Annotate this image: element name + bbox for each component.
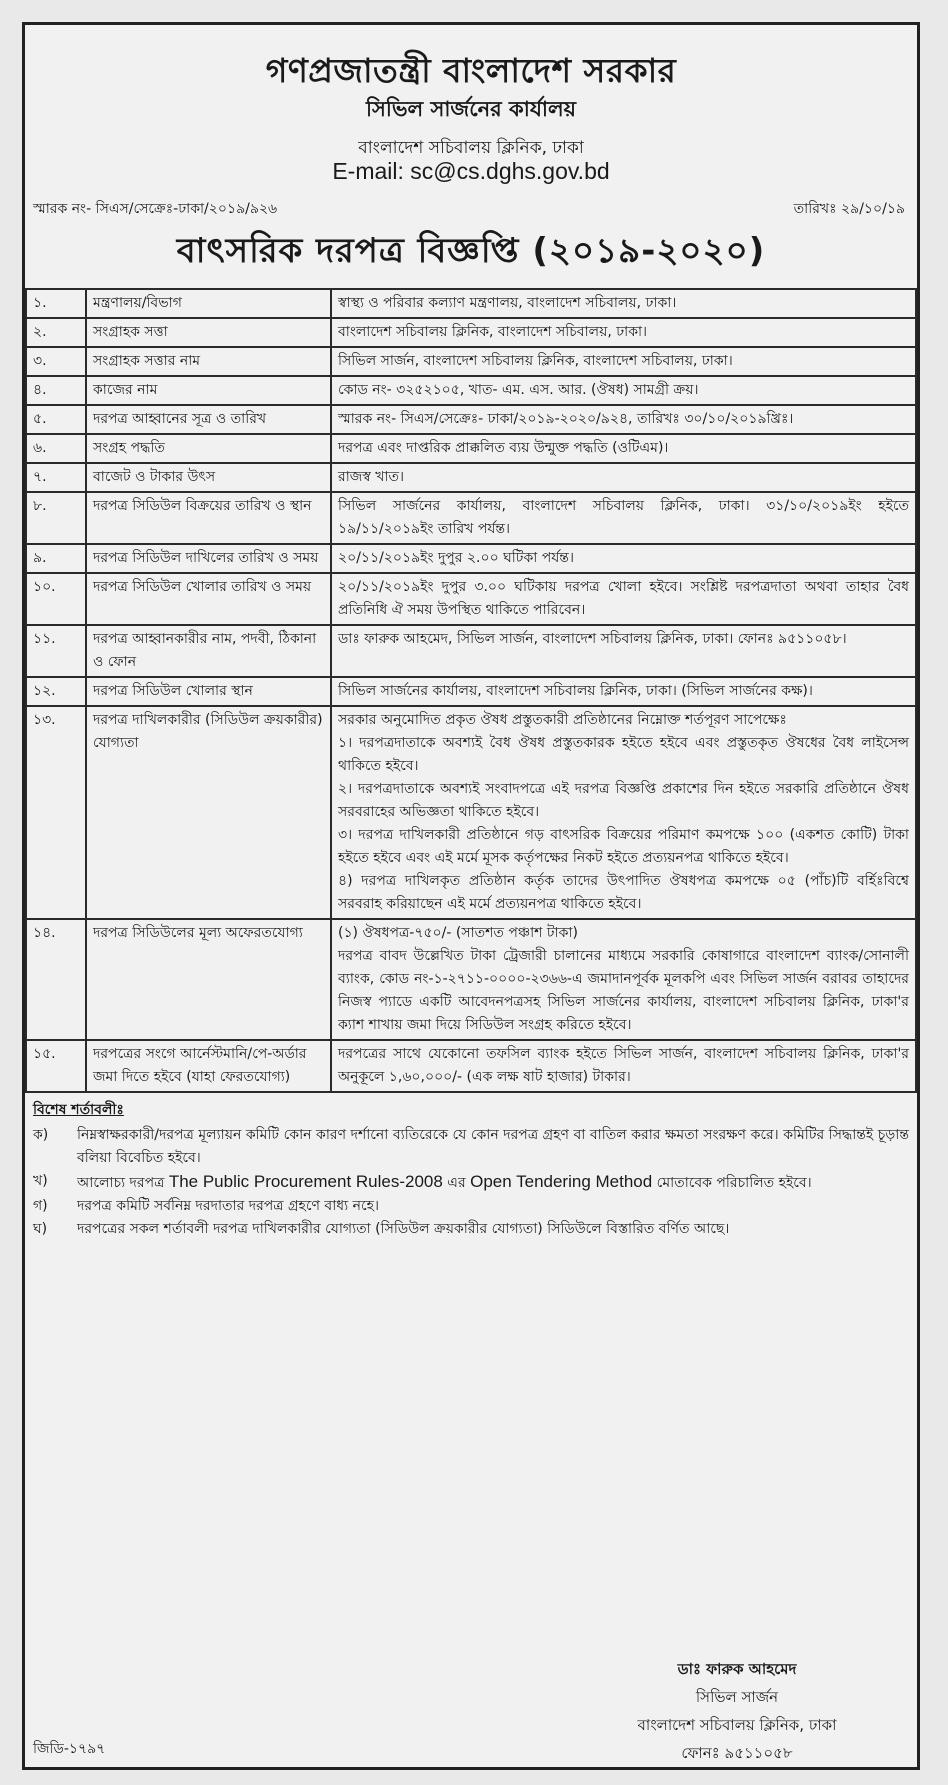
tendering-method-name: Open Tendering Method: [470, 1172, 653, 1191]
tender-table: [25, 288, 917, 1093]
row-label: কাজের নাম: [86, 376, 331, 405]
row-label: সংগ্রাহক সত্তার নাম: [86, 347, 331, 376]
table-row: [26, 434, 916, 463]
row-value: বাংলাদেশ সচিবালয় ক্লিনিক, বাংলাদেশ সচিবালয়, ঢাকা।: [331, 318, 916, 347]
schedule-price: (১) ঔষধপত্র-৭৫০/- (সাতশত পঞ্চাশ টাকা): [338, 925, 578, 941]
row-label: দরপত্রের সংগে আর্নেস্টমানি/পে-অর্ডার জমা দিতে হইবে (যাহা ফেরতযোগ্য): [86, 1040, 331, 1092]
clause-item: [33, 1124, 909, 1170]
signatory-name: ডাঃ ফারুক আহমেদ: [677, 1660, 797, 1678]
procurement-rules-name: The Public Procurement Rules-2008: [168, 1172, 443, 1191]
document-title: বাৎসরিক দরপত্র বিজ্ঞপ্তি (২০১৯-২০২০): [176, 231, 766, 271]
row-label: দরপত্র আহ্বানকারীর নাম, পদবী, ঠিকানা ও ফোন: [86, 625, 331, 677]
clause-text-pre: আলোচ্য দরপত্র: [77, 1175, 165, 1191]
notice-header: [25, 25, 917, 223]
table-row: [26, 544, 916, 573]
row-value: স্মারক নং- সিএস/সেক্রেঃ- ঢাকা/২০১৯-২০২০/৯২৪, তারিখঃ ৩০/১০/২০১৯খ্রিঃ।: [331, 405, 916, 434]
row-number: ১১.: [26, 625, 86, 677]
notice-sheet: [22, 22, 920, 1770]
row-value: ২০/১১/২০১৯ইং দুপুর ৩.০০ ঘটিকায় দরপত্র খোলা হইবে। সংশ্লিষ্ট দরপত্রদাতা অথবা তাহার বৈধ প্রতিনিধি ঐ সময় উপস্থিত থাকিতে পারিবেন।: [331, 573, 916, 625]
table-row: [26, 573, 916, 625]
row-label: দরপত্র আহ্বানের সূত্র ও তারিখ: [86, 405, 331, 434]
row-value: ২০/১১/২০১৯ইং দুপুর ২.০০ ঘটিকা পর্যন্ত।: [331, 544, 916, 573]
clause-text: নিম্নস্বাক্ষরকারী/দরপত্র মূল্যায়ন কমিটি কোন কারণ দর্শানো ব্যতিরেকে যে কোন দরপত্র গ্রহণ বা বাতিল করার ক্ষমতা সংরক্ষণ করে। কমিটির সিদ্ধান্তই চূড়ান্ত বলিয়া বিবেচিত হইবে।: [77, 1127, 909, 1166]
table-row: [26, 347, 916, 376]
special-conditions-title: বিশেষ শর্তাবলীঃ: [33, 1102, 124, 1118]
clause-mark: গ): [33, 1198, 48, 1214]
clause-text-mid: এর: [447, 1175, 466, 1191]
table-row: [26, 1040, 916, 1092]
row-label: দরপত্র দাখিলকারীর (সিডিউল ক্রয়কারীর) যোগ্যতা: [86, 706, 331, 919]
table-row: [26, 919, 916, 1040]
table-row: [26, 492, 916, 544]
row-number: ১৪.: [26, 919, 86, 1040]
row-label: দরপত্র সিডিউলের মূল্য অফেরতযোগ্য: [86, 919, 331, 1040]
row-value: স্বাস্থ্য ও পরিবার কল্যাণ মন্ত্রণালয়, বাংলাদেশ সচিবালয়, ঢাকা।: [331, 289, 916, 318]
row-number: ৫.: [26, 405, 86, 434]
clinic-address: বাংলাদেশ সচিবালয় ক্লিনিক, ঢাকা: [358, 138, 584, 158]
row-value: দরপত্রের সাথে যেকোনো তফসিল ব্যাংক হইতে সিভিল সার্জন, বাংলাদেশ সচিবালয় ক্লিনিক, ঢাকা'র অনুকূলে ১,৬০,০০০/- (এক লক্ষ ষাট হাজার) টাকার।: [331, 1040, 916, 1092]
row-number: ৬.: [26, 434, 86, 463]
office-title: সিভিল সার্জনের কার্যালয়: [365, 97, 577, 121]
memo-number: স্মারক নং- সিএস/সেক্রেঃ-ঢাকা/২০১৯/৯২৬: [33, 201, 278, 217]
table-row: [26, 463, 916, 492]
table-row: [26, 677, 916, 706]
row-number: ১৩.: [26, 706, 86, 919]
row-number: ১০.: [26, 573, 86, 625]
clause-mark: ক): [33, 1127, 49, 1143]
clause-text: দরপত্র কমিটি সর্বনিম্ন দরদাতার দরপত্র গ্রহণে বাধ্য নহে।: [77, 1198, 379, 1214]
row-label: দরপত্র সিডিউল বিক্রয়ের তারিখ ও স্থান: [86, 492, 331, 544]
row-number: ১.: [26, 289, 86, 318]
row-number: ৪.: [26, 376, 86, 405]
table-row: [26, 318, 916, 347]
eligibility-intro: সরকার অনুমোদিত প্রকৃত ঔষধ প্রস্তুতকারী প্রতিষ্ঠানের নিম্নোক্ত শর্তপূরণ সাপেক্ষেঃ: [338, 712, 787, 728]
table-row: [26, 625, 916, 677]
table-row: [26, 706, 916, 919]
row-label: দরপত্র সিডিউল খোলার তারিখ ও সময়: [86, 573, 331, 625]
special-conditions: [25, 1093, 917, 1241]
row-value: সিভিল সার্জনের কার্যালয়, বাংলাদেশ সচিবালয় ক্লিনিক, ঢাকা। ৩১/১০/২০১৯ইং হইতে ১৯/১১/২০১৯ইং তারিখ পর্যন্ত।: [331, 492, 916, 544]
eligibility-condition: ৪) দরপত্র দাখিলকৃত প্রতিষ্ঠান কর্তৃক তাদের উৎপাদিত ঔষধপত্র কমপক্ষে ০৫ (পাঁচ)টি বর্হিঃবিশ্বে সরবরাহ করিয়াছেন এই মর্মে প্রত্যয়নপত্র থাকিতে হইবে।: [338, 873, 909, 912]
government-title: গণপ্রজাতন্ত্রী বাংলাদেশ সরকার: [265, 51, 677, 90]
signature-block: [597, 1655, 877, 1767]
row-number: ২.: [26, 318, 86, 347]
row-label: সংগ্রাহক সত্তা: [86, 318, 331, 347]
row-value: [331, 919, 916, 1040]
eligibility-condition: ২। দরপত্রদাতাকে অবশ্যই সংবাদপত্রে এই দরপত্র বিজ্ঞপ্তি প্রকাশের দিন হইতে সরকারি প্রতিষ্ঠানে ঔষধ সরবরাহের অভিজ্ঞতা থাকিতে হইবে।: [338, 781, 909, 820]
row-value: কোড নং- ৩২৫২১০৫, খাত- এম. এস. আর. (ঔষধ) সামগ্রী ক্রয়।: [331, 376, 916, 405]
signatory-office: বাংলাদেশ সচিবালয় ক্লিনিক, ঢাকা: [637, 1716, 837, 1734]
row-value: [331, 706, 916, 919]
row-value: সিভিল সার্জন, বাংলাদেশ সচিবালয় ক্লিনিক, বাংলাদেশ সচিবালয়, ঢাকা।: [331, 347, 916, 376]
row-number: ৭.: [26, 463, 86, 492]
table-row: [26, 376, 916, 405]
row-number: ১৫.: [26, 1040, 86, 1092]
notice-date: তারিখঃ ২৯/১০/১৯: [793, 201, 905, 217]
row-value: ডাঃ ফারুক আহমেদ, সিভিল সার্জন, বাংলাদেশ সচিবালয় ক্লিনিক, ঢাকা। ফোনঃ ৯৫১১০৫৮।: [331, 625, 916, 677]
row-value: দরপত্র এবং দাপ্তরিক প্রাক্কলিত ব্যয় উন্মুক্ত পদ্ধতি (ওটিএম)।: [331, 434, 916, 463]
clause-text: [77, 1170, 909, 1195]
email-address: E-mail: sc@cs.dghs.gov.bd: [332, 158, 610, 184]
signatory-phone: ফোনঃ ৯৫১১০৫৮: [681, 1744, 793, 1762]
gd-number: জিডি-১৭৯৭: [33, 1741, 106, 1757]
table-row: [26, 405, 916, 434]
row-number: ৩.: [26, 347, 86, 376]
clause-item: [33, 1195, 909, 1218]
row-number: ১২.: [26, 677, 86, 706]
row-number: ৮.: [26, 492, 86, 544]
clause-text-post: মোতাবেক পরিচালিত হইবে।: [656, 1175, 812, 1191]
clause-text: দরপত্রের সকল শর্তাবলী দরপত্র দাখিলকারীর যোগ্যতা (সিডিউল ক্রয়কারীর যোগ্যতা) সিডিউলে বিস্তারিত বর্ণিত আছে।: [77, 1221, 730, 1237]
row-number: ৯.: [26, 544, 86, 573]
row-label: মন্ত্রণালয়/বিভাগ: [86, 289, 331, 318]
row-label: দরপত্র সিডিউল খোলার স্থান: [86, 677, 331, 706]
clause-item: [33, 1218, 909, 1241]
clause-mark: খ): [33, 1173, 48, 1189]
row-label: বাজেট ও টাকার উৎস: [86, 463, 331, 492]
clause-mark: ঘ): [33, 1221, 48, 1237]
schedule-payment-text: দরপত্র বাবদ উল্লেখিত টাকা ট্রেজারী চালানের মাধ্যমে সরকারি কোষাগারে বাংলাদেশ ব্যাংক/সোনালী ব্যাংক, কোড নং-১-২৭১১-০০০০-২৩৬৬-এ জমাদানপূর্বক মূলকপি এবং সিভিল সার্জন বরাবর তাহাদের নিজস্ব প্যাডে একটি আবেদনপত্রসহ সিভিল সার্জনের কার্যালয়, বাংলাদেশ সচিবালয় ক্লিনিক, ঢাকা'র ক্যাশ শাখায় জমা দিয়ে সিডিউল সংগ্রহ করিতে হইবে।: [338, 948, 909, 1033]
row-value: সিভিল সার্জনের কার্যালয়, বাংলাদেশ সচিবালয় ক্লিনিক, ঢাকা। (সিভিল সার্জনের কক্ষ)।: [331, 677, 916, 706]
signatory-designation: সিভিল সার্জন: [695, 1688, 779, 1706]
table-row: [26, 289, 916, 318]
eligibility-condition: ৩। দরপত্র দাখিলকারী প্রতিষ্ঠানে গড় বাৎসরিক বিক্রয়ের পরিমাণ কমপক্ষে ১০০ (একশত কোটি) টাকা হইতে হইবে এবং এই মর্মে মূসক কর্তৃপক্ষের নিকট হইতে প্রত্যয়নপত্র থাকিতে হইবে।: [338, 827, 909, 866]
eligibility-condition: ১। দরপত্রদাতাকে অবশ্যই বৈধ ঔষধ প্রস্তুতকারক হইতে হইবে এবং প্রস্তুতকৃত ঔষধের বৈধ লাইসেন্স থাকিতে হইবে।: [338, 735, 909, 774]
row-label: সংগ্রহ পদ্ধতি: [86, 434, 331, 463]
row-label: দরপত্র সিডিউল দাখিলের তারিখ ও সময়: [86, 544, 331, 573]
clause-item: [33, 1170, 909, 1195]
row-value: রাজস্ব খাত।: [331, 463, 916, 492]
